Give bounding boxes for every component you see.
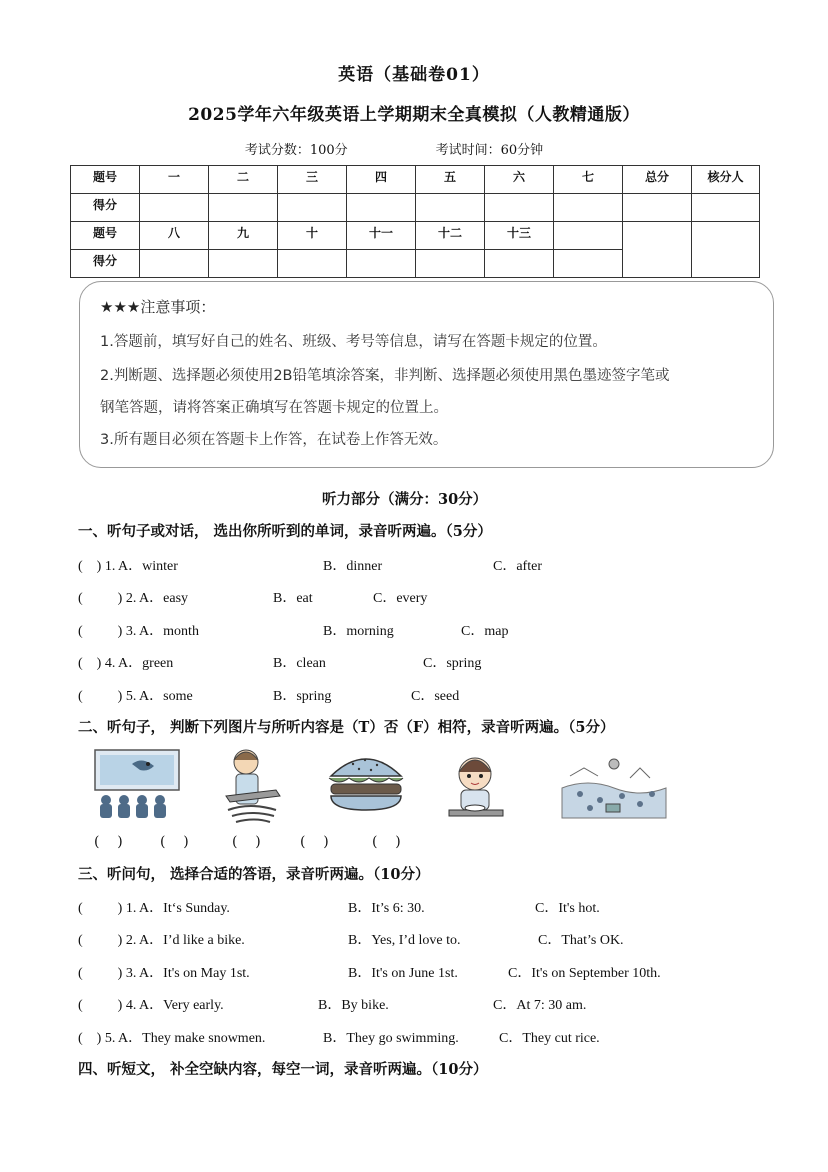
score-table-col: 四 [347, 166, 416, 194]
section1-question [78, 685, 778, 709]
option-b[interactable]: B．They go swimming. [323, 1031, 459, 1046]
section3-title: 三、听问句， 选择合适的答语，录音听两遍。（10分） [78, 866, 430, 883]
option-c[interactable]: C．every [373, 591, 428, 606]
score-table-checker: 核分人 [692, 166, 760, 194]
paper-subtitle: 2025学年六年级英语上学期期末全真模拟（人教精通版） [188, 105, 640, 125]
score-table-col: 八 [140, 222, 209, 250]
exam-score-total: 考试分数：100分 [244, 143, 348, 158]
exam-meta [0, 139, 828, 158]
score-table-col: 十一 [347, 222, 416, 250]
score-cell[interactable] [416, 194, 485, 222]
score-cell[interactable] [554, 194, 623, 222]
cooking-girl-picture [218, 746, 290, 832]
question-stem[interactable]: ( ) 4. A．green [78, 656, 174, 671]
score-table-col: 六 [485, 166, 554, 194]
section3-question [78, 897, 778, 921]
option-c[interactable]: C．map [461, 624, 509, 639]
score-table-col: 五 [416, 166, 485, 194]
section3-question [78, 1027, 778, 1051]
option-b[interactable]: B．morning [323, 624, 394, 639]
answer-blank[interactable]: ( ) [372, 834, 401, 850]
question-stem[interactable]: ( ) 4. A．Very early. [78, 998, 224, 1013]
section1-question [78, 620, 778, 644]
option-b[interactable]: B．dinner [323, 559, 383, 574]
notice-line: 2.判断题、选择题必须使用2B铅笔填涂答案，非判断、选择题必须使用黑色墨迹签字笔或 [100, 368, 670, 384]
answer-blank[interactable]: ( ) [94, 834, 123, 850]
hamburger-picture [325, 746, 407, 816]
option-c[interactable]: C．They cut rice. [499, 1031, 600, 1046]
score-table-label-num: 题号 [71, 166, 140, 194]
answer-blank[interactable]: ( ) [160, 834, 189, 850]
score-table [70, 165, 760, 278]
score-table-col: 十 [278, 222, 347, 250]
notice-heading: ★★★注意事项： [100, 298, 216, 316]
score-table-col: 二 [209, 166, 278, 194]
score-table-label-score: 得分 [71, 194, 140, 222]
section2-title: 二、听句子， 判断下列图片与所听内容是（T）否（F）相符，录音听两遍。（5分） [78, 719, 615, 736]
score-cell-total[interactable] [623, 222, 692, 278]
option-c[interactable]: C．At 7: 30 am. [493, 998, 587, 1013]
question-stem[interactable]: ( ) 5. A．some [78, 689, 193, 704]
notice-line: 3.所有题目必须在答题卡上作答，在试卷上作答无效。 [100, 432, 448, 448]
score-table-col: 十三 [485, 222, 554, 250]
option-c[interactable]: C．after [493, 559, 542, 574]
option-c[interactable]: C．spring [423, 656, 482, 671]
score-cell[interactable] [485, 194, 554, 222]
question-stem[interactable]: ( ) 5. A．They make snowmen. [78, 1031, 266, 1046]
score-table-col: 一 [140, 166, 209, 194]
score-cell[interactable] [347, 250, 416, 278]
option-b[interactable]: B．eat [273, 591, 313, 606]
score-cell[interactable] [416, 250, 485, 278]
section3-question [78, 994, 778, 1018]
score-cell[interactable] [140, 194, 209, 222]
section1-question [78, 652, 778, 676]
option-b[interactable]: B．By bike. [318, 998, 389, 1013]
option-b[interactable]: B．It’s 6: 30. [348, 901, 425, 916]
listening-title: 听力部分（满分：30分） [322, 491, 488, 508]
cinema-picture [92, 746, 182, 822]
question-stem[interactable]: ( ) 3. A．It's on May 1st. [78, 966, 250, 981]
score-cell[interactable] [554, 250, 623, 278]
answer-blank[interactable]: ( ) [300, 834, 329, 850]
section1-question [78, 587, 778, 611]
answer-blank[interactable]: ( ) [232, 834, 261, 850]
score-cell[interactable] [278, 194, 347, 222]
section3-question [78, 929, 778, 953]
option-c[interactable]: C．It's hot. [535, 901, 600, 916]
beach-picture [560, 758, 668, 820]
option-b[interactable]: B．spring [273, 689, 332, 704]
option-b[interactable]: B．Yes, I’d love to. [348, 933, 461, 948]
score-cell[interactable] [554, 222, 623, 250]
option-b[interactable]: B．It's on June 1st. [348, 966, 458, 981]
section1-title: 一、听句子或对话， 选出你所听到的单词，录音听两遍。（5分） [78, 523, 492, 540]
score-table-label-num: 题号 [71, 222, 140, 250]
score-cell[interactable] [209, 250, 278, 278]
option-c[interactable]: C．It's on September 10th. [508, 966, 661, 981]
score-cell-checker[interactable] [692, 194, 760, 222]
question-stem[interactable]: ( ) 1. A．winter [78, 559, 178, 574]
score-table-col: 三 [278, 166, 347, 194]
option-c[interactable]: C．That’s OK. [538, 933, 624, 948]
score-cell[interactable] [140, 250, 209, 278]
score-table-col: 九 [209, 222, 278, 250]
score-table-col: 十二 [416, 222, 485, 250]
question-stem[interactable]: ( ) 1. A．It‘s Sunday. [78, 901, 230, 916]
score-cell-total[interactable] [623, 194, 692, 222]
score-cell[interactable] [347, 194, 416, 222]
score-table-total: 总分 [623, 166, 692, 194]
notice-line: 钢笔答题，请将答案正确填写在答题卡规定的位置上。 [100, 400, 448, 416]
paper-title: 英语（基础卷01） [338, 65, 490, 85]
notice-line: 1.答题前，填写好自己的姓名、班级、考号等信息，请写在答题卡规定的位置。 [100, 334, 607, 350]
question-stem[interactable]: ( ) 3. A．month [78, 624, 199, 639]
score-cell[interactable] [485, 250, 554, 278]
score-table-label-score: 得分 [71, 250, 140, 278]
score-cell[interactable] [209, 194, 278, 222]
score-cell[interactable] [278, 250, 347, 278]
option-c[interactable]: C．seed [411, 689, 460, 704]
question-stem[interactable]: ( ) 2. A．I’d like a bike. [78, 933, 245, 948]
score-table-col: 七 [554, 166, 623, 194]
section1-question [78, 555, 778, 579]
section3-question [78, 962, 778, 986]
exam-time: 考试时间：60分钟 [435, 143, 544, 158]
girl-eating-picture [445, 752, 507, 824]
option-b[interactable]: B．clean [273, 656, 326, 671]
section4-title: 四、听短文， 补全空缺内容，每空一词，录音听两遍。（10分） [78, 1061, 488, 1078]
score-cell-checker[interactable] [692, 222, 760, 278]
notice-box [79, 281, 774, 468]
question-stem[interactable]: ( ) 2. A．easy [78, 591, 189, 606]
